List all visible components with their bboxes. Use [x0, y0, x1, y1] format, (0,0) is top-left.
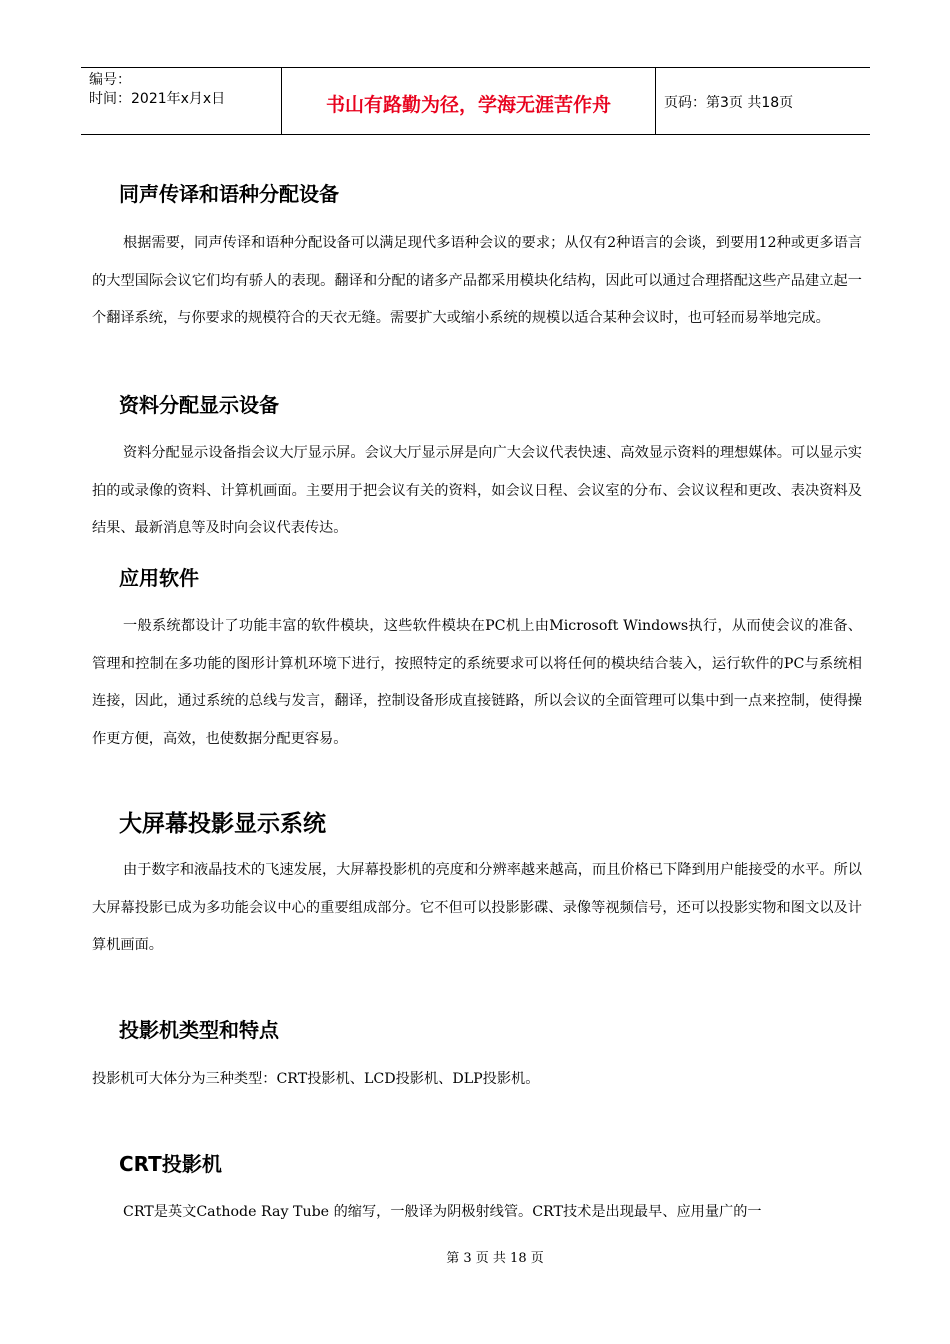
paragraph: 根据需要，同声传译和语种分配设备可以满足现代多语种会议的要求；从仅有2种语言的会谈，到要用12种或更多语言的大型国际会议它们均有骄人的表现。翻译和分配的诸多产品都采用模块化结构，因此可以通过合理搭配这些产品建立起一个翻译系统，与你要求的规模符合的天衣无缝。需要扩大或缩小系统的规模以适合某种会议时，也可轻而易举地完成。: [92, 235, 862, 326]
paragraph: CRT是英文Cathode Ray Tube 的缩写，一般译为阴极射线管。CRT技术是出现最早、应用量广的一: [123, 1204, 762, 1220]
paragraph: 投影机可大体分为三种类型：CRT投影机、LCD投影机、DLP投影机。: [92, 1071, 540, 1087]
section-heading: 投影机类型和特点: [119, 1018, 279, 1042]
time-label: 时间：2021年x月x日: [89, 91, 226, 107]
section-heading: 应用软件: [119, 566, 199, 590]
number-label: 编号：: [89, 72, 131, 88]
motto: 书山有路勤为径，学海无涯苦作舟: [282, 68, 656, 134]
header-table: [81, 67, 870, 135]
section-heading: 大屏幕投影显示系统: [119, 811, 326, 837]
section-heading: CRT投影机: [119, 1152, 222, 1176]
page-label: 页码：第3页 共18页: [664, 95, 794, 111]
paragraph: 由于数字和液晶技术的飞速发展，大屏幕投影机的亮度和分辨率越来越高，而且价格已下降到用户能接受的水平。所以大屏幕投影已成为多功能会议中心的重要组成部分。它不但可以投影影碟、录像等视频信号，还可以投影实物和图文以及计算机画面。: [92, 862, 862, 953]
section-heading: 资料分配显示设备: [119, 393, 279, 417]
paragraph: 一般系统都设计了功能丰富的软件模块，这些软件模块在PC机上由Microsoft Windows执行，从而使会议的准备、管理和控制在多功能的图形计算机环境下进行，按照特定的系统要求可以将任何的模块结合装入，运行软件的PC与系统相连接，因此，通过系统的总线与发言，翻译，控制设备形成直接链路，所以会议的全面管理可以集中到一点来控制，使得操作更方便，高效，也使数据分配更容易。: [92, 618, 862, 747]
page-footer: 第 3 页 共 18 页: [446, 1251, 544, 1266]
paragraph: 资料分配显示设备指会议大厅显示屏。会议大厅显示屏是向广大会议代表快速、高效显示资料的理想媒体。可以显示实拍的或录像的资料、计算机画面。主要用于把会议有关的资料，如会议日程、会议室的分布、会议议程和更改、表决资料及结果、最新消息等及时向会议代表传达。: [92, 445, 862, 536]
section-heading: 同声传译和语种分配设备: [119, 182, 339, 206]
header-meta-cell: [81, 68, 282, 134]
